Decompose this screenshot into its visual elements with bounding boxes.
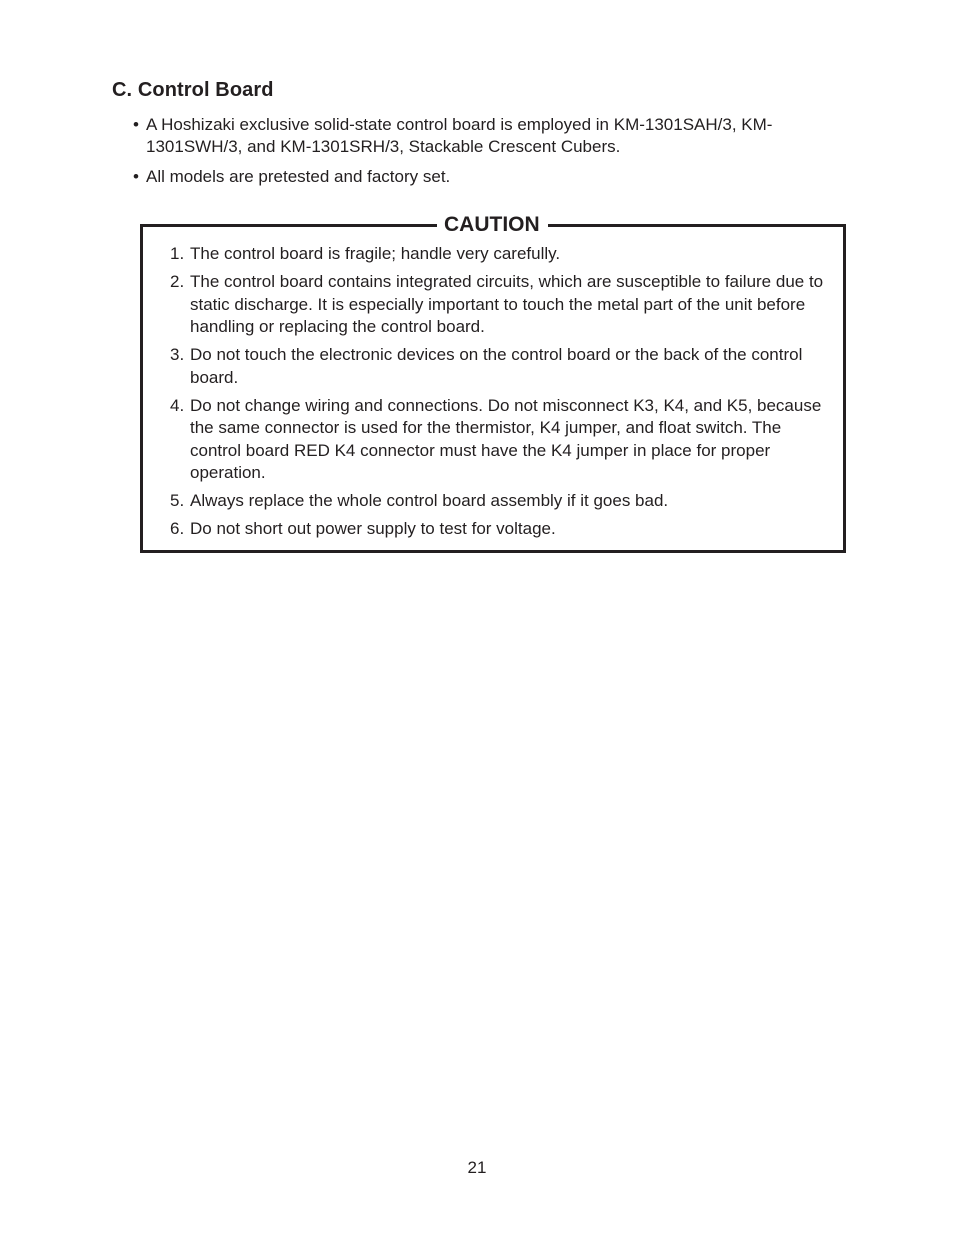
bullet-text: All models are pretested and factory set. <box>146 167 451 186</box>
caution-item-number: 1. <box>170 244 185 263</box>
caution-item-text: Do not change wiring and connections. Do not misconnect K3, K4, and K5, because the same connector is used for the thermistor, K4 jumper, and float switch. The control board RED K4 connector must have the K4 jumper in place for proper operation. <box>190 395 822 482</box>
caution-box <box>140 213 846 553</box>
caution-item-number: 4. <box>170 395 185 415</box>
caution-list <box>170 243 830 546</box>
caution-item-number: 5. <box>170 491 185 510</box>
caution-item <box>170 344 830 389</box>
caution-item-text: Always replace the whole control board assembly if it goes bad. <box>190 491 669 510</box>
caution-item-text: Do not touch the electronic devices on the control board or the back of the control board. <box>190 345 803 387</box>
intro-bullet-list <box>133 114 833 196</box>
caution-item-text: Do not short out power supply to test for voltage. <box>190 519 556 538</box>
caution-item <box>170 518 830 541</box>
section-title: C. Control Board <box>112 79 274 101</box>
caution-item-number: 3. <box>170 345 185 364</box>
caution-item-text: The control board is fragile; handle very carefully. <box>190 244 561 263</box>
bullet-item <box>133 114 833 158</box>
page-number: 21 <box>467 1158 487 1177</box>
caution-item <box>170 395 830 485</box>
bullet-marker: • <box>133 167 139 186</box>
caution-item <box>170 271 830 339</box>
bullet-text: A Hoshizaki exclusive solid-state control board is employed in KM-1301SAH/3, KM-1301SWH/3, and KM-1301SRH/3, Stackable Crescent Cubers. <box>146 115 773 156</box>
bullet-item <box>133 166 833 188</box>
caution-item <box>170 490 830 513</box>
bullet-marker: • <box>133 115 139 134</box>
caution-item-text: The control board contains integrated circuits, which are susceptible to failure due to static discharge. It is especially important to touch the metal part of the unit before handling or replacing the control board. <box>190 272 824 336</box>
caution-item-number: 6. <box>170 519 185 538</box>
caution-title: CAUTION <box>437 212 548 238</box>
caution-item-number: 2. <box>170 272 185 291</box>
caution-item <box>170 243 830 266</box>
